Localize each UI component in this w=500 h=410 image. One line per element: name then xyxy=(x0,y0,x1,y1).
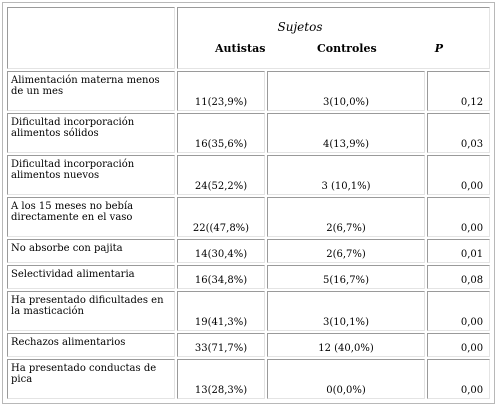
row-label: Ha presentado dificultades en la masticación xyxy=(7,291,175,331)
sujetos-heading: Sujetos xyxy=(277,20,323,34)
table-row xyxy=(7,291,490,331)
results-table xyxy=(5,5,492,401)
controles-value: 2(6,7%) xyxy=(267,197,425,237)
autistas-value: 33(71,7%) xyxy=(177,333,265,357)
p-value: 0,08 xyxy=(427,265,490,289)
p-value: 0,01 xyxy=(427,239,490,263)
autistas-value: 22((47,8%) xyxy=(177,197,265,237)
p-value: 0,00 xyxy=(427,291,490,331)
p-value: 0,00 xyxy=(427,333,490,357)
autistas-value: 16(34,8%) xyxy=(177,265,265,289)
table-row xyxy=(7,155,490,195)
p-value: 0,00 xyxy=(427,359,490,399)
p-value: 0,03 xyxy=(427,113,490,153)
results-table-frame xyxy=(2,2,495,404)
header-row xyxy=(7,7,490,69)
autistas-value: 24(52,2%) xyxy=(177,155,265,195)
row-label: Dificultad incorporación alimentos nuevos xyxy=(7,155,175,195)
row-label: A los 15 meses no bebía directamente en el vaso xyxy=(7,197,175,237)
controles-heading: Controles xyxy=(317,42,377,55)
table-row xyxy=(7,197,490,237)
row-label: Dificultad incorporación alimentos sólidos xyxy=(7,113,175,153)
controles-value: 3(10,1%) xyxy=(267,291,425,331)
row-label: Selectividad alimentaria xyxy=(7,265,175,289)
table-row xyxy=(7,333,490,357)
controles-value: 4(13,9%) xyxy=(267,113,425,153)
row-label: Ha presentado conductas de pica xyxy=(7,359,175,399)
table-row xyxy=(7,265,490,289)
row-label: No absorbe con pajita xyxy=(7,239,175,263)
controles-value: 2(6,7%) xyxy=(267,239,425,263)
autistas-value: 19(41,3%) xyxy=(177,291,265,331)
autistas-value: 11(23,9%) xyxy=(177,71,265,111)
controles-value: 0(0,0%) xyxy=(267,359,425,399)
table-row xyxy=(7,239,490,263)
autistas-value: 16(35,6%) xyxy=(177,113,265,153)
row-label: Rechazos alimentarios xyxy=(7,333,175,357)
table-row xyxy=(7,359,490,399)
controles-value: 12 (40,0%) xyxy=(267,333,425,357)
autistas-heading: Autistas xyxy=(215,42,266,55)
header-cell xyxy=(177,7,490,69)
controles-value: 3 (10,1%) xyxy=(267,155,425,195)
p-value: 0,12 xyxy=(427,71,490,111)
controles-value: 5(16,7%) xyxy=(267,265,425,289)
controles-value: 3(10,0%) xyxy=(267,71,425,111)
table-row xyxy=(7,113,490,153)
header-empty-cell xyxy=(7,7,175,69)
autistas-value: 13(28,3%) xyxy=(177,359,265,399)
p-heading: P xyxy=(434,42,443,55)
autistas-value: 14(30,4%) xyxy=(177,239,265,263)
p-value: 0,00 xyxy=(427,197,490,237)
row-label: Alimentación materna menos de un mes xyxy=(7,71,175,111)
table-row xyxy=(7,71,490,111)
p-value: 0,00 xyxy=(427,155,490,195)
